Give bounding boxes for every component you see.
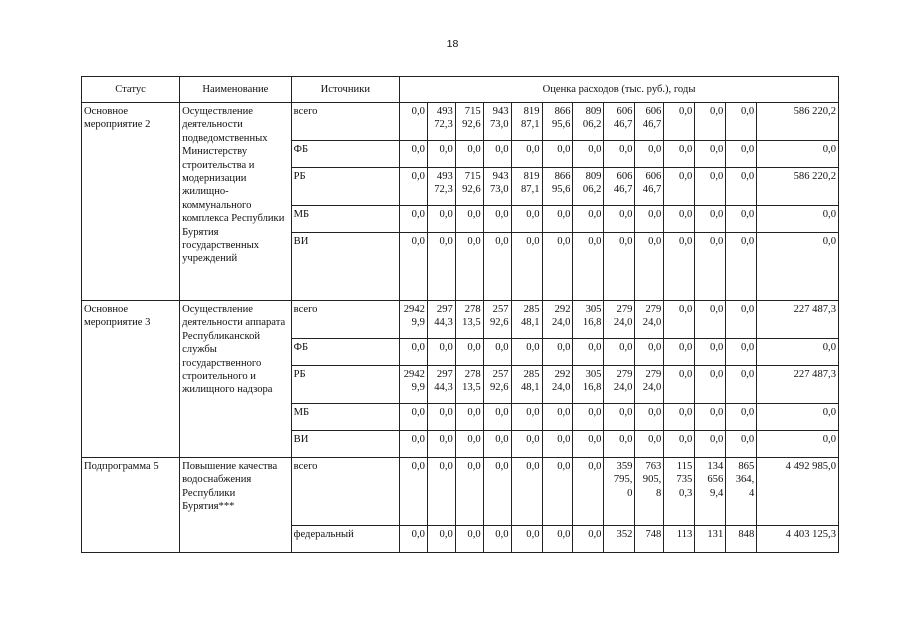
value-cell: 0,0	[695, 431, 726, 458]
value-cell: 297 44,3	[427, 301, 455, 339]
value-cell: 0,0	[573, 526, 604, 553]
header-name: Наименование	[180, 77, 292, 103]
value-cell: 297 44,3	[427, 366, 455, 404]
value-cell: 0,0	[695, 301, 726, 339]
value-cell: 0,0	[483, 206, 511, 233]
value-cell: 0,0	[664, 141, 695, 168]
source-cell: РБ	[291, 366, 399, 404]
total-cell: 227 487,3	[757, 301, 839, 339]
total-cell: 4 492 985,0	[757, 458, 839, 526]
value-cell: 0,0	[726, 168, 757, 206]
value-cell: 0,0	[483, 141, 511, 168]
value-cell: 819 87,1	[511, 103, 542, 141]
value-cell: 0,0	[695, 103, 726, 141]
table-row	[82, 103, 839, 141]
value-cell: 279 24,0	[635, 366, 664, 404]
value-cell: 0,0	[664, 233, 695, 301]
value-cell: 0,0	[511, 458, 542, 526]
budget-table	[81, 76, 839, 553]
value-cell: 0,0	[573, 141, 604, 168]
value-cell: 0,0	[726, 233, 757, 301]
value-cell: 0,0	[604, 431, 635, 458]
value-cell: 866 95,6	[542, 168, 573, 206]
name-cell: Осуществление деятельности аппарата Республиканской службы государственного строительного и жилищного надзора	[180, 301, 292, 458]
total-cell: 0,0	[757, 431, 839, 458]
value-cell: 0,0	[726, 404, 757, 431]
value-cell: 0,0	[455, 141, 483, 168]
value-cell: 0,0	[542, 431, 573, 458]
value-cell: 819 87,1	[511, 168, 542, 206]
value-cell: 0,0	[400, 431, 428, 458]
value-cell: 0,0	[604, 206, 635, 233]
value-cell: 0,0	[604, 404, 635, 431]
value-cell: 943 73,0	[483, 103, 511, 141]
source-cell: МБ	[291, 404, 399, 431]
value-cell: 0,0	[726, 339, 757, 366]
header-sources: Источники	[291, 77, 399, 103]
total-cell: 586 220,2	[757, 103, 839, 141]
value-cell: 0,0	[695, 141, 726, 168]
value-cell: 0,0	[726, 301, 757, 339]
source-cell: ФБ	[291, 339, 399, 366]
value-cell: 0,0	[635, 141, 664, 168]
value-cell: 0,0	[542, 339, 573, 366]
value-cell: 113	[664, 526, 695, 553]
value-cell: 0,0	[573, 233, 604, 301]
value-cell: 0,0	[695, 168, 726, 206]
value-cell: 0,0	[664, 206, 695, 233]
value-cell: 606 46,7	[604, 103, 635, 141]
value-cell: 285 48,1	[511, 301, 542, 339]
value-cell: 748	[635, 526, 664, 553]
total-cell: 4 403 125,3	[757, 526, 839, 553]
value-cell: 0,0	[400, 404, 428, 431]
value-cell: 0,0	[427, 404, 455, 431]
value-cell: 0,0	[573, 339, 604, 366]
table-body	[82, 103, 839, 553]
value-cell: 0,0	[455, 404, 483, 431]
value-cell: 257 92,6	[483, 301, 511, 339]
value-cell: 0,0	[542, 233, 573, 301]
value-cell: 0,0	[511, 404, 542, 431]
value-cell: 0,0	[635, 404, 664, 431]
value-cell: 305 16,8	[573, 366, 604, 404]
value-cell: 359 795, 0	[604, 458, 635, 526]
value-cell: 0,0	[427, 339, 455, 366]
value-cell: 0,0	[483, 431, 511, 458]
value-cell: 0,0	[664, 301, 695, 339]
value-cell: 0,0	[511, 526, 542, 553]
value-cell: 493 72,3	[427, 103, 455, 141]
source-cell: федеральный	[291, 526, 399, 553]
source-cell: всего	[291, 458, 399, 526]
source-cell: РБ	[291, 168, 399, 206]
value-cell: 0,0	[542, 526, 573, 553]
value-cell: 0,0	[635, 206, 664, 233]
value-cell: 0,0	[695, 404, 726, 431]
source-cell: ВИ	[291, 431, 399, 458]
value-cell: 0,0	[483, 458, 511, 526]
value-cell: 279 24,0	[604, 301, 635, 339]
name-cell: Осуществление деятельности подведомственных Министерству строительства и модернизации жилищно-коммунального комплекса Республики Бурятия государственных учреждений	[180, 103, 292, 301]
value-cell: 0,0	[726, 141, 757, 168]
value-cell: 0,0	[455, 206, 483, 233]
value-cell: 2942 9,9	[400, 301, 428, 339]
status-cell: Основное мероприятие 3	[82, 301, 180, 458]
value-cell: 0,0	[483, 404, 511, 431]
value-cell: 115 735 0,3	[664, 458, 695, 526]
value-cell: 134 656 9,4	[695, 458, 726, 526]
total-cell: 0,0	[757, 339, 839, 366]
value-cell: 0,0	[400, 168, 428, 206]
value-cell: 0,0	[511, 141, 542, 168]
header-estimate: Оценка расходов (тыс. руб.), годы	[400, 77, 839, 103]
total-cell: 0,0	[757, 141, 839, 168]
value-cell: 0,0	[635, 339, 664, 366]
value-cell: 0,0	[427, 206, 455, 233]
value-cell: 0,0	[427, 141, 455, 168]
value-cell: 0,0	[400, 526, 428, 553]
value-cell: 0,0	[455, 431, 483, 458]
value-cell: 0,0	[511, 206, 542, 233]
value-cell: 0,0	[604, 233, 635, 301]
value-cell: 279 24,0	[635, 301, 664, 339]
value-cell: 0,0	[664, 431, 695, 458]
value-cell: 285 48,1	[511, 366, 542, 404]
value-cell: 866 95,6	[542, 103, 573, 141]
value-cell: 0,0	[400, 339, 428, 366]
status-cell: Основное мероприятие 2	[82, 103, 180, 301]
value-cell: 493 72,3	[427, 168, 455, 206]
value-cell: 0,0	[604, 339, 635, 366]
value-cell: 0,0	[726, 366, 757, 404]
value-cell: 0,0	[635, 233, 664, 301]
source-cell: всего	[291, 301, 399, 339]
source-cell: МБ	[291, 206, 399, 233]
value-cell: 352	[604, 526, 635, 553]
value-cell: 0,0	[427, 431, 455, 458]
value-cell: 0,0	[664, 339, 695, 366]
value-cell: 606 46,7	[635, 103, 664, 141]
value-cell: 278 13,5	[455, 301, 483, 339]
value-cell: 0,0	[664, 168, 695, 206]
header-status: Статус	[82, 77, 180, 103]
value-cell: 0,0	[542, 141, 573, 168]
value-cell: 0,0	[664, 404, 695, 431]
value-cell: 0,0	[400, 141, 428, 168]
source-cell: всего	[291, 103, 399, 141]
value-cell: 0,0	[695, 233, 726, 301]
value-cell: 0,0	[455, 458, 483, 526]
value-cell: 0,0	[400, 458, 428, 526]
table-row	[82, 458, 839, 526]
value-cell: 0,0	[400, 206, 428, 233]
value-cell: 0,0	[726, 206, 757, 233]
total-cell: 586 220,2	[757, 168, 839, 206]
value-cell: 0,0	[455, 526, 483, 553]
value-cell: 0,0	[427, 526, 455, 553]
header-row	[82, 77, 839, 103]
value-cell: 0,0	[511, 339, 542, 366]
value-cell: 0,0	[542, 404, 573, 431]
value-cell: 0,0	[511, 233, 542, 301]
value-cell: 763 905, 8	[635, 458, 664, 526]
total-cell: 0,0	[757, 233, 839, 301]
value-cell: 0,0	[427, 458, 455, 526]
source-cell: ФБ	[291, 141, 399, 168]
value-cell: 2942 9,9	[400, 366, 428, 404]
value-cell: 0,0	[573, 404, 604, 431]
value-cell: 0,0	[542, 206, 573, 233]
value-cell: 292 24,0	[542, 301, 573, 339]
value-cell: 292 24,0	[542, 366, 573, 404]
value-cell: 0,0	[635, 431, 664, 458]
value-cell: 0,0	[511, 431, 542, 458]
value-cell: 715 92,6	[455, 103, 483, 141]
name-cell: Повышение качества водоснабжения Республики Бурятия***	[180, 458, 292, 553]
value-cell: 0,0	[573, 431, 604, 458]
value-cell: 606 46,7	[604, 168, 635, 206]
value-cell: 305 16,8	[573, 301, 604, 339]
value-cell: 943 73,0	[483, 168, 511, 206]
total-cell: 227 487,3	[757, 366, 839, 404]
value-cell: 606 46,7	[635, 168, 664, 206]
value-cell: 0,0	[455, 233, 483, 301]
total-cell: 0,0	[757, 206, 839, 233]
value-cell: 0,0	[664, 366, 695, 404]
value-cell: 0,0	[483, 526, 511, 553]
value-cell: 279 24,0	[604, 366, 635, 404]
value-cell: 809 06,2	[573, 103, 604, 141]
table-row	[82, 301, 839, 339]
value-cell: 0,0	[400, 103, 428, 141]
value-cell: 809 06,2	[573, 168, 604, 206]
value-cell: 0,0	[483, 233, 511, 301]
value-cell: 715 92,6	[455, 168, 483, 206]
value-cell: 0,0	[400, 233, 428, 301]
value-cell: 0,0	[483, 339, 511, 366]
total-cell: 0,0	[757, 404, 839, 431]
value-cell: 848	[726, 526, 757, 553]
value-cell: 0,0	[695, 206, 726, 233]
value-cell: 0,0	[573, 458, 604, 526]
value-cell: 0,0	[427, 233, 455, 301]
page-number: 18	[446, 38, 459, 50]
value-cell: 278 13,5	[455, 366, 483, 404]
value-cell: 0,0	[455, 339, 483, 366]
value-cell: 0,0	[573, 206, 604, 233]
value-cell: 865 364, 4	[726, 458, 757, 526]
status-cell: Подпрограмма 5	[82, 458, 180, 553]
value-cell: 257 92,6	[483, 366, 511, 404]
value-cell: 0,0	[542, 458, 573, 526]
source-cell: ВИ	[291, 233, 399, 301]
value-cell: 0,0	[695, 339, 726, 366]
value-cell: 0,0	[726, 103, 757, 141]
value-cell: 131	[695, 526, 726, 553]
value-cell: 0,0	[726, 431, 757, 458]
value-cell: 0,0	[695, 366, 726, 404]
value-cell: 0,0	[604, 141, 635, 168]
value-cell: 0,0	[664, 103, 695, 141]
